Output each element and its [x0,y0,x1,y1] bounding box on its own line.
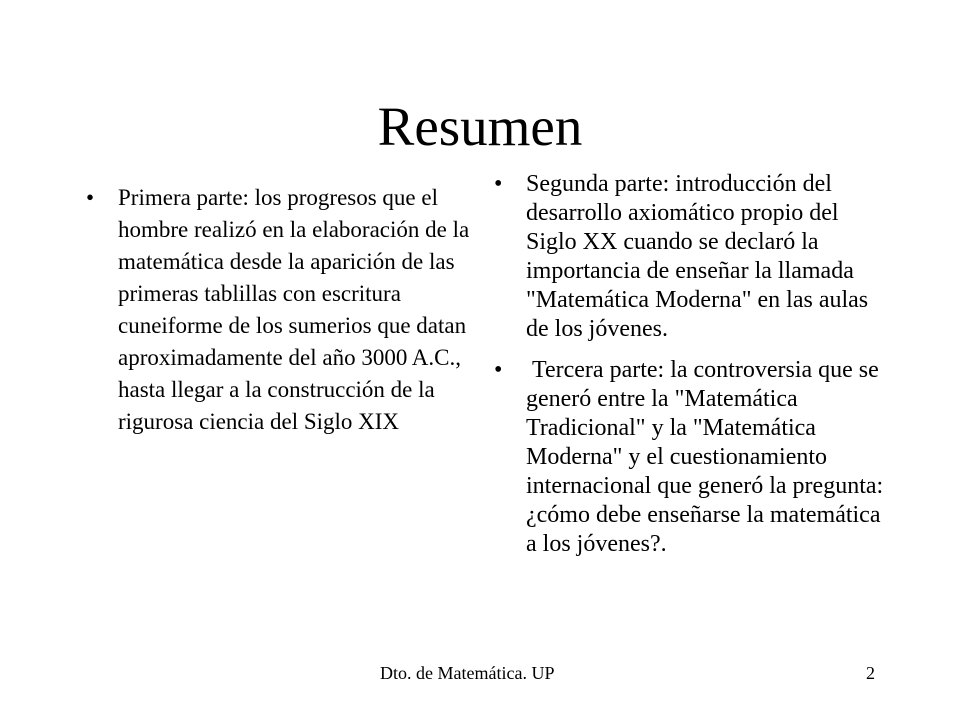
left-column-list [86,182,475,438]
footer-page-number: 2 [866,663,875,683]
bullet-text: Primera parte: los progresos que el hombre realizó en la elaboración de la matemática desde la aparición de las primeras tablillas con escritura cuneiforme de los sumerios que datan aproximadamente del año 3000 A.C., hasta llegar a la construcción de la rigurosa ciencia del Siglo XIX [118,185,475,434]
bullet-icon: • [86,185,95,210]
bullet-item-segunda-parte [494,170,894,344]
bullet-icon: • [494,357,503,383]
bullet-text: Segunda parte: introducción del desarrollo axiomático propio del Siglo XX cuando se declaró la importancia de enseñar la llamada "Matemática Moderna" en las aulas de los jóvenes. [526,171,875,342]
right-column-list [494,170,894,559]
footer-department: Dto. de Matemática. UP [380,663,555,683]
bullet-text: Tercera parte: la controversia que se generó entre la "Matemática Tradicional" y la "Matemática Moderna" y el cuestionamiento internacional que generó la pregunta: ¿cómo debe enseñarse la matemática a los jóvenes?. [526,357,890,557]
bullet-item-tercera-parte [494,356,894,559]
bullet-icon: • [494,171,503,197]
bullet-item-primera-parte [86,182,475,438]
slide-title: Resumen [377,96,583,157]
